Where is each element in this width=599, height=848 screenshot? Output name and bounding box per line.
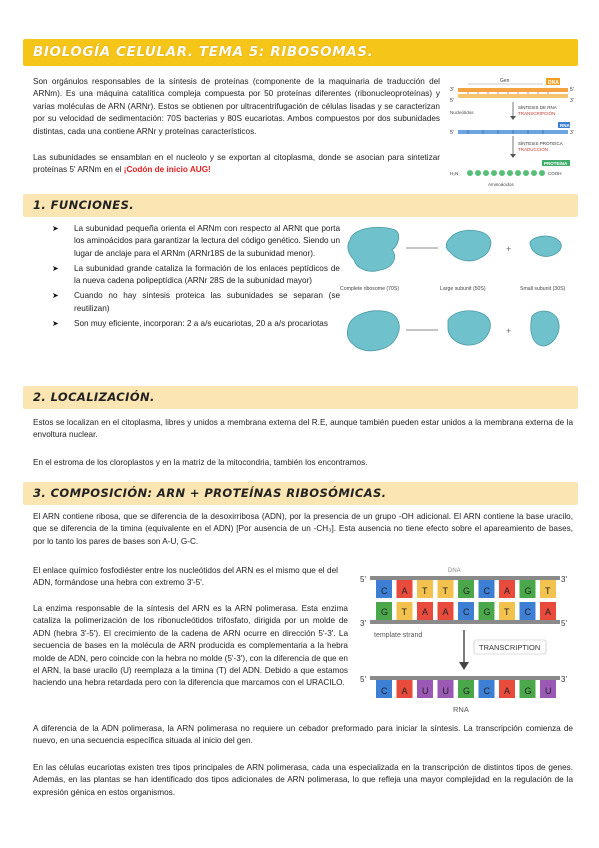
- top-strand-base-letter: T: [545, 586, 551, 596]
- large-subunit-shape-2: [448, 311, 490, 345]
- top-strand-base-letter: A: [401, 586, 408, 596]
- rna-strand-base-letter: A: [504, 686, 511, 696]
- arrow-bullet-icon: ➤: [52, 263, 59, 273]
- list-item-text: La subunidad grande cataliza la formación de los enlaces peptídicos de la nueva cadena polipeptídica (ARNr 28S de la subunidad mayor): [74, 263, 340, 286]
- nucleotidos-label: Nucleótidos: [450, 110, 474, 115]
- proteina-tag-label: PROTEÍNA: [544, 161, 568, 166]
- composicion-paragraph-5: En las células eucariotas existen tres tipos principales de ARN polimerasa, cada una especializada en la transcripción de distintos tipos de genes. Además, en las plantas se han identificado dos tipos adicionales de ARN polimerasa, lo que refleja una mayor complejidad en la regulación de la expresión génica en estos organismos.: [33, 763, 573, 797]
- rna-tag-label: RNA: [560, 123, 570, 128]
- dna-label: DNA: [448, 568, 461, 574]
- small-subunit-shape: [530, 236, 561, 256]
- bottom-strand-three: 3': [360, 619, 366, 628]
- large-subunit-label: Large subunit (50S): [440, 286, 486, 292]
- top-strand-three: 3': [561, 575, 567, 584]
- intro-paragraph-2-text: Las subunidades se ensamblan en el nucleolo y se exportan al citoplasma, donde se asocian para sintetizar proteínas 5' ARNm en el: [33, 153, 440, 175]
- bottom-strand-base-letter: T: [401, 607, 407, 617]
- localizacion-paragraph-2: En el estroma de los cloroplastos y en la matriz de la mitocondria, también los encontramos.: [33, 458, 368, 467]
- section-1-heading: 1. FUNCIONES.: [33, 198, 135, 212]
- top-strand-base-letter: T: [442, 586, 448, 596]
- dna-end-left: 3': [450, 87, 454, 93]
- rna-strand-base-letter: U: [422, 686, 429, 696]
- h2n-label: H₂N: [450, 171, 459, 176]
- transcription-figure: [356, 564, 578, 714]
- plus-sign-2: +: [506, 326, 512, 336]
- traduccion-label: TRADUCCIÓN: [518, 147, 548, 152]
- top-strand-base-letter: T: [422, 586, 428, 596]
- bottom-strand-base-letter: T: [504, 607, 510, 617]
- complete-ribosome-shape: [348, 227, 399, 271]
- dna-end-right: 5': [570, 87, 574, 93]
- rna-strand-base-letter: A: [401, 686, 408, 696]
- rna-strand-five: 5': [360, 675, 366, 684]
- transcription-arrowhead-icon: [459, 662, 469, 670]
- plus-sign: +: [506, 244, 512, 254]
- cooh-label: COOH: [548, 171, 562, 176]
- top-strand-base-letter: C: [483, 586, 490, 596]
- top-strand-five: 5': [360, 575, 366, 584]
- rna-strand-base-letter: U: [545, 686, 552, 696]
- arrow-bullet-icon: ➤: [52, 319, 59, 329]
- large-subunit-shape: [446, 230, 491, 261]
- start-codon-highlight: ¡Codón de inicio AUG!: [123, 165, 211, 175]
- rna-strand-base-letter: C: [483, 686, 490, 696]
- composicion-paragraph-2: El enlace químico fosfodiéster entre los nucleótidos del ARN es el mismo que el del ADN, formándose una hebra con extremo 3'-5'.: [33, 566, 338, 588]
- bottom-strand-base-letter: G: [483, 607, 491, 617]
- transcripcion-label: TRANSCRIPCIÓN: [518, 111, 556, 116]
- rna-end-right: 3': [570, 130, 574, 136]
- bottom-strand-base-letter: A: [422, 607, 429, 617]
- top-strand-base-letter: G: [524, 586, 532, 596]
- bottom-strand-base-letter: G: [381, 607, 389, 617]
- rna-end-left: 5': [450, 130, 454, 136]
- composicion-paragraph-3: La enzima responsable de la síntesis del ARN es la ARN polimerasa. Esta enzima cataliza la polimerización de los ribonucleótidos trifosfato, dirigida por un molde de ADN (hebra 3'-5'). El crecimiento de la cadena de ARN ocurre en dirección 5'-3'. La secuencia de bases en la molécula de ARN producida es complementaria a la hebra molde de ADN, pero coincide con la hebra no molde (5'-3'), con la diferencia de que en el ARN, la base uracilo (U) reemplaza a la timina (T) del ADN. Debido a que estamos haciendo una hebra retardada pero con la diferencia que marcamos con el URACILO.: [33, 604, 348, 688]
- rna-strand-base-letter: C: [381, 686, 388, 696]
- dna-end-right-2: 3': [570, 98, 574, 104]
- bottom-strand-five: 5': [561, 619, 567, 628]
- bottom-strand-base-letter: A: [442, 607, 449, 617]
- bottom-strand-base-letter: A: [545, 607, 552, 617]
- gen-label: Gen: [500, 78, 510, 84]
- composicion-paragraph-1: El ARN contiene ribosa, que se diferencia de la desoxirribosa (ADN), por la presencia de un grupo -OH adicional. El ARN contiene la base uracilo, que se diferencia de la timina (equivalente en el ADN) [Por ausencia de un -CH₃]. Esta ausencia no tiene efecto sobre el apareamiento de bases, por lo tanto los pares de bases son A-U, G-C.: [33, 512, 573, 546]
- list-item: [50, 263, 340, 288]
- sintesis-proteica-label: SÍNTESIS PROTEICA: [518, 141, 563, 146]
- complete-ribosome-label: Complete ribosome (70S): [340, 286, 400, 292]
- top-strand-base-letter: A: [504, 586, 511, 596]
- dna-tag-label: DNA: [548, 80, 559, 86]
- page-title: BIOLOGÍA CELULAR. TEMA 5: RIBOSOMAS.: [33, 44, 374, 60]
- list-item-text: Cuando no hay síntesis proteica las subunidades se separan (se reutilizan): [74, 291, 340, 313]
- rna-backbone: [370, 676, 560, 680]
- top-backbone: [370, 576, 560, 580]
- section-3-heading: 3. COMPOSICIÓN: ARN + PROTEÍNAS RIBOSÓMICAS.: [33, 486, 387, 500]
- section-2-heading: 2. LOCALIZACIÓN.: [33, 390, 155, 404]
- template-strand-label: template strand: [374, 632, 423, 639]
- bottom-strand-base-letter: C: [524, 607, 531, 617]
- funciones-list: [50, 223, 340, 333]
- arrow-bullet-icon: ➤: [52, 224, 59, 233]
- sintesis-rna-label: SÍNTESIS DE RNA: [518, 105, 557, 110]
- bottom-backbone: [370, 620, 560, 624]
- complete-ribosome-shape-2: [347, 311, 399, 351]
- localizacion-paragraph-1: Estos se localizan en el citoplasma, libres y unidos a membrana externa del R.E, aunque también pueden estar unidos a la membrana externa de la envoltura nuclear.: [33, 418, 573, 440]
- rna-strand-base-letter: U: [442, 686, 449, 696]
- intro-paragraph-1: Son orgánulos responsables de la síntesis de proteínas (componente de la maquinaria de traducción del ARNm). Es una máquina catalítica compleja compuesta por 50 proteínas diferentes (ribonucleoproteínas) y varias moléculas de ARN (ARNr). Estos se obtienen por ultracentrifugación de células lisadas y se caracterizan por su velocidad de sedimentación: 70S bacterias y 80S eucariotas. Ambos compuestos por dos subunidades distintas, cada una contiene ARNr y proteínas característicos.: [33, 77, 440, 136]
- bottom-strand-base-letter: C: [463, 607, 470, 617]
- list-item: [50, 318, 340, 330]
- list-item: [50, 290, 340, 315]
- arrow-bullet-icon: ➤: [52, 291, 59, 301]
- list-item-text: Son muy eficiente, incorporan: 2 a a/s eucariotas, 20 a a/s procariotas: [74, 319, 328, 329]
- top-strand-base-letter: G: [463, 586, 471, 596]
- intro-paragraph-2: [33, 152, 440, 177]
- small-subunit-label: Small subunit (30S): [520, 286, 566, 292]
- top-strand-base-letter: C: [381, 586, 388, 596]
- ribosome-subunits-figure: [340, 220, 580, 370]
- small-subunit-shape-2: [531, 311, 559, 346]
- dna-rna-protein-figure: [448, 74, 578, 194]
- rna-strand-three: 3': [561, 675, 567, 684]
- dna-end-left-2: 5': [450, 98, 454, 104]
- composicion-paragraph-4: A diferencia de la ADN polimerasa, la ARN polimerasa no requiere un cebador preformado para iniciar la síntesis. La transcripción comienza de nuevo, en una secuencia específica situada al inicio del gen.: [33, 724, 573, 746]
- transcription-label: TRANSCRIPTION: [479, 643, 541, 652]
- rna-strand-base-letter: G: [524, 686, 532, 696]
- list-item: [50, 223, 340, 260]
- aminoacidos-label: Aminoácidos: [488, 182, 514, 187]
- rna-label: RNA: [453, 705, 469, 714]
- list-item-text: La subunidad pequeña orienta el ARNm con respecto al ARNt que porta los aminoácidos para garantizar la lectura del código genético. Siendo un lugar de anclaje para el ARNm (ARNr18S de la subunidad menor).: [74, 224, 340, 258]
- rna-strand-base-letter: G: [463, 686, 471, 696]
